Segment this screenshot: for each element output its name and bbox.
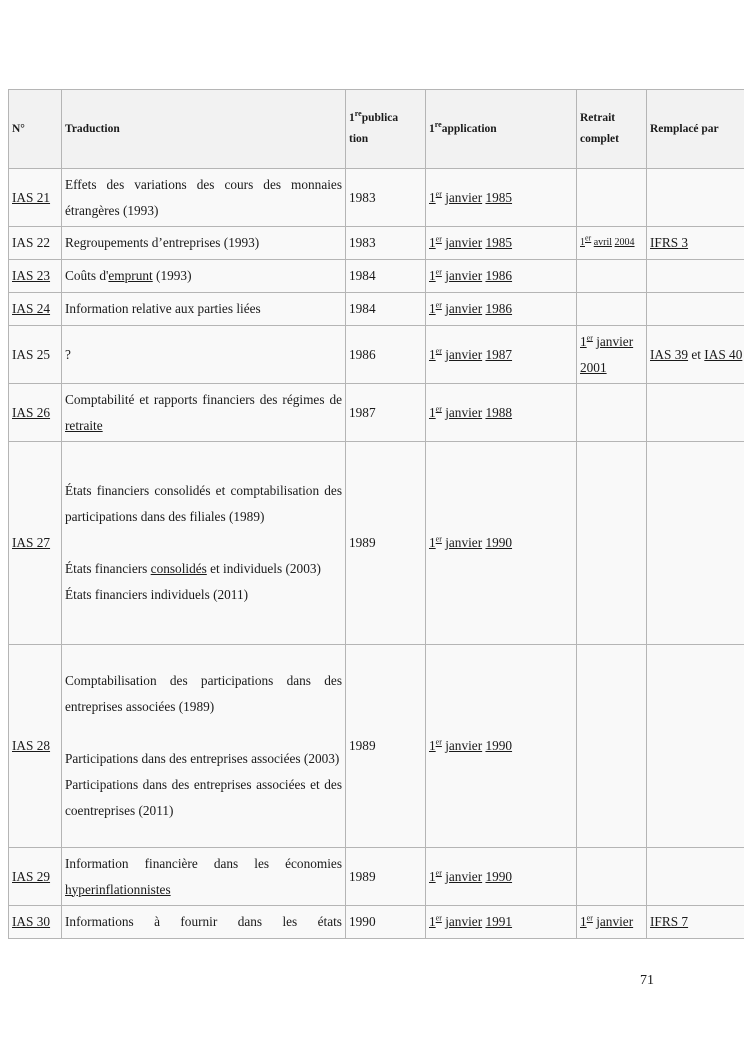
traduction-cell: Regroupements d’entreprises (1993) [62, 227, 346, 260]
traduction-cell: Information relative aux parties liées [62, 293, 346, 326]
application-cell: 1er janvier 1986 [426, 293, 577, 326]
table-row [9, 906, 744, 939]
consolides-link[interactable]: consolidés [150, 561, 207, 576]
publication-cell: 1983 [346, 169, 426, 227]
publication-cell: 1984 [346, 293, 426, 326]
remplace-cell [647, 384, 744, 442]
remplace-cell [647, 293, 744, 326]
publication-cell: 1986 [346, 326, 426, 384]
application-cell: 1er janvier 1991 [426, 906, 577, 939]
remplace-cell [647, 227, 744, 260]
table-row [9, 645, 744, 848]
retraite-link[interactable]: retraite [65, 417, 103, 433]
traduction-cell: Coûts d'emprunt (1993) [62, 260, 346, 293]
standard-link[interactable]: IAS 21 [12, 189, 51, 205]
publication-cell: 1987 [346, 384, 426, 442]
header-remplace: Remplacé par [647, 90, 744, 169]
table-row [9, 293, 744, 326]
retrait-cell [577, 384, 647, 442]
traduction-cell: États financiers consolidés et comptabilisation des participations dans des filiales (1989) États financiers consolidés et individuels (2003) États financiers individuels (2011) [62, 442, 346, 645]
retrait-cell [577, 293, 647, 326]
header-retrait: Retrait complet [577, 90, 647, 169]
publication-cell: 1983 [346, 227, 426, 260]
retrait-cell [577, 645, 647, 848]
application-cell: 1er janvier 1987 [426, 326, 577, 384]
table-row [9, 326, 744, 384]
replacement-link[interactable]: IAS 40 [704, 346, 743, 362]
application-cell: 1er janvier 1985 [426, 169, 577, 227]
application-cell: 1er janvier 1990 [426, 442, 577, 645]
table-row [9, 848, 744, 906]
replacement-link[interactable]: IFRS 7 [650, 914, 689, 929]
header-publication: 1republica tion [346, 90, 426, 169]
table-row [9, 384, 744, 442]
replacement-link[interactable]: IAS 39 [650, 346, 689, 362]
traduction-cell: Effets des variations des cours des monnaies étrangères (1993) [62, 169, 346, 227]
publication-cell: 1984 [346, 260, 426, 293]
traduction-cell: Information financière dans les économies hyperinflationnistes [62, 848, 346, 906]
application-cell: 1er janvier 1990 [426, 848, 577, 906]
retrait-cell [577, 260, 647, 293]
standards-table [8, 89, 744, 939]
retrait-cell [577, 442, 647, 645]
retrait-cell: 1er janvier [577, 906, 647, 939]
traduction-cell: Comptabilité et rapports financiers des régimes de retraite [62, 384, 346, 442]
table-row [9, 169, 744, 227]
standard-label: IAS 22 [9, 227, 62, 260]
retrait-cell: 1er avril 2004 [577, 227, 647, 260]
remplace-cell [647, 906, 744, 939]
retrait-cell: 1er janvier 2001 [577, 326, 647, 384]
standard-link[interactable]: IAS 26 [12, 404, 51, 420]
remplace-cell [647, 848, 744, 906]
hyperinflation-link[interactable]: hyperinflationnistes [65, 881, 171, 897]
standard-label: IAS 25 [9, 326, 62, 384]
application-cell: 1er janvier 1986 [426, 260, 577, 293]
standard-link[interactable]: IAS 23 [12, 268, 51, 283]
remplace-cell: IAS 39 et IAS 40 [647, 326, 744, 384]
standard-link[interactable]: IAS 28 [12, 738, 51, 753]
replacement-link[interactable]: IFRS 3 [650, 235, 689, 250]
publication-cell: 1989 [346, 442, 426, 645]
page-number: 71 [640, 973, 654, 988]
application-cell: 1er janvier 1988 [426, 384, 577, 442]
remplace-cell [647, 645, 744, 848]
publication-cell: 1989 [346, 848, 426, 906]
application-cell: 1er janvier 1990 [426, 645, 577, 848]
retrait-cell [577, 169, 647, 227]
standard-link[interactable]: IAS 27 [12, 535, 51, 550]
traduction-cell: Comptabilisation des participations dans des entreprises associées (1989) Participations dans des entreprises associées (2003) Participations dans des entreprises associées et des coentreprises (2011) [62, 645, 346, 848]
standard-link[interactable]: IAS 29 [12, 868, 51, 884]
publication-cell: 1989 [346, 645, 426, 848]
remplace-cell [647, 169, 744, 227]
remplace-cell [647, 442, 744, 645]
table-row [9, 260, 744, 293]
retrait-cell [577, 848, 647, 906]
application-cell: 1er janvier 1985 [426, 227, 577, 260]
remplace-cell [647, 260, 744, 293]
traduction-cell: Informations à fournir dans les états [62, 906, 346, 939]
standard-link[interactable]: IAS 24 [12, 301, 51, 316]
publication-cell: 1990 [346, 906, 426, 939]
table-row [9, 227, 744, 260]
standard-link[interactable]: IAS 30 [12, 914, 51, 929]
table-header-row [9, 90, 744, 169]
header-application: 1reapplication [426, 90, 577, 169]
header-no: N° [9, 90, 62, 169]
emprunt-link[interactable]: emprunt [108, 268, 153, 283]
traduction-cell: ? [62, 326, 346, 384]
header-traduction: Traduction [62, 90, 346, 169]
table-row [9, 442, 744, 645]
